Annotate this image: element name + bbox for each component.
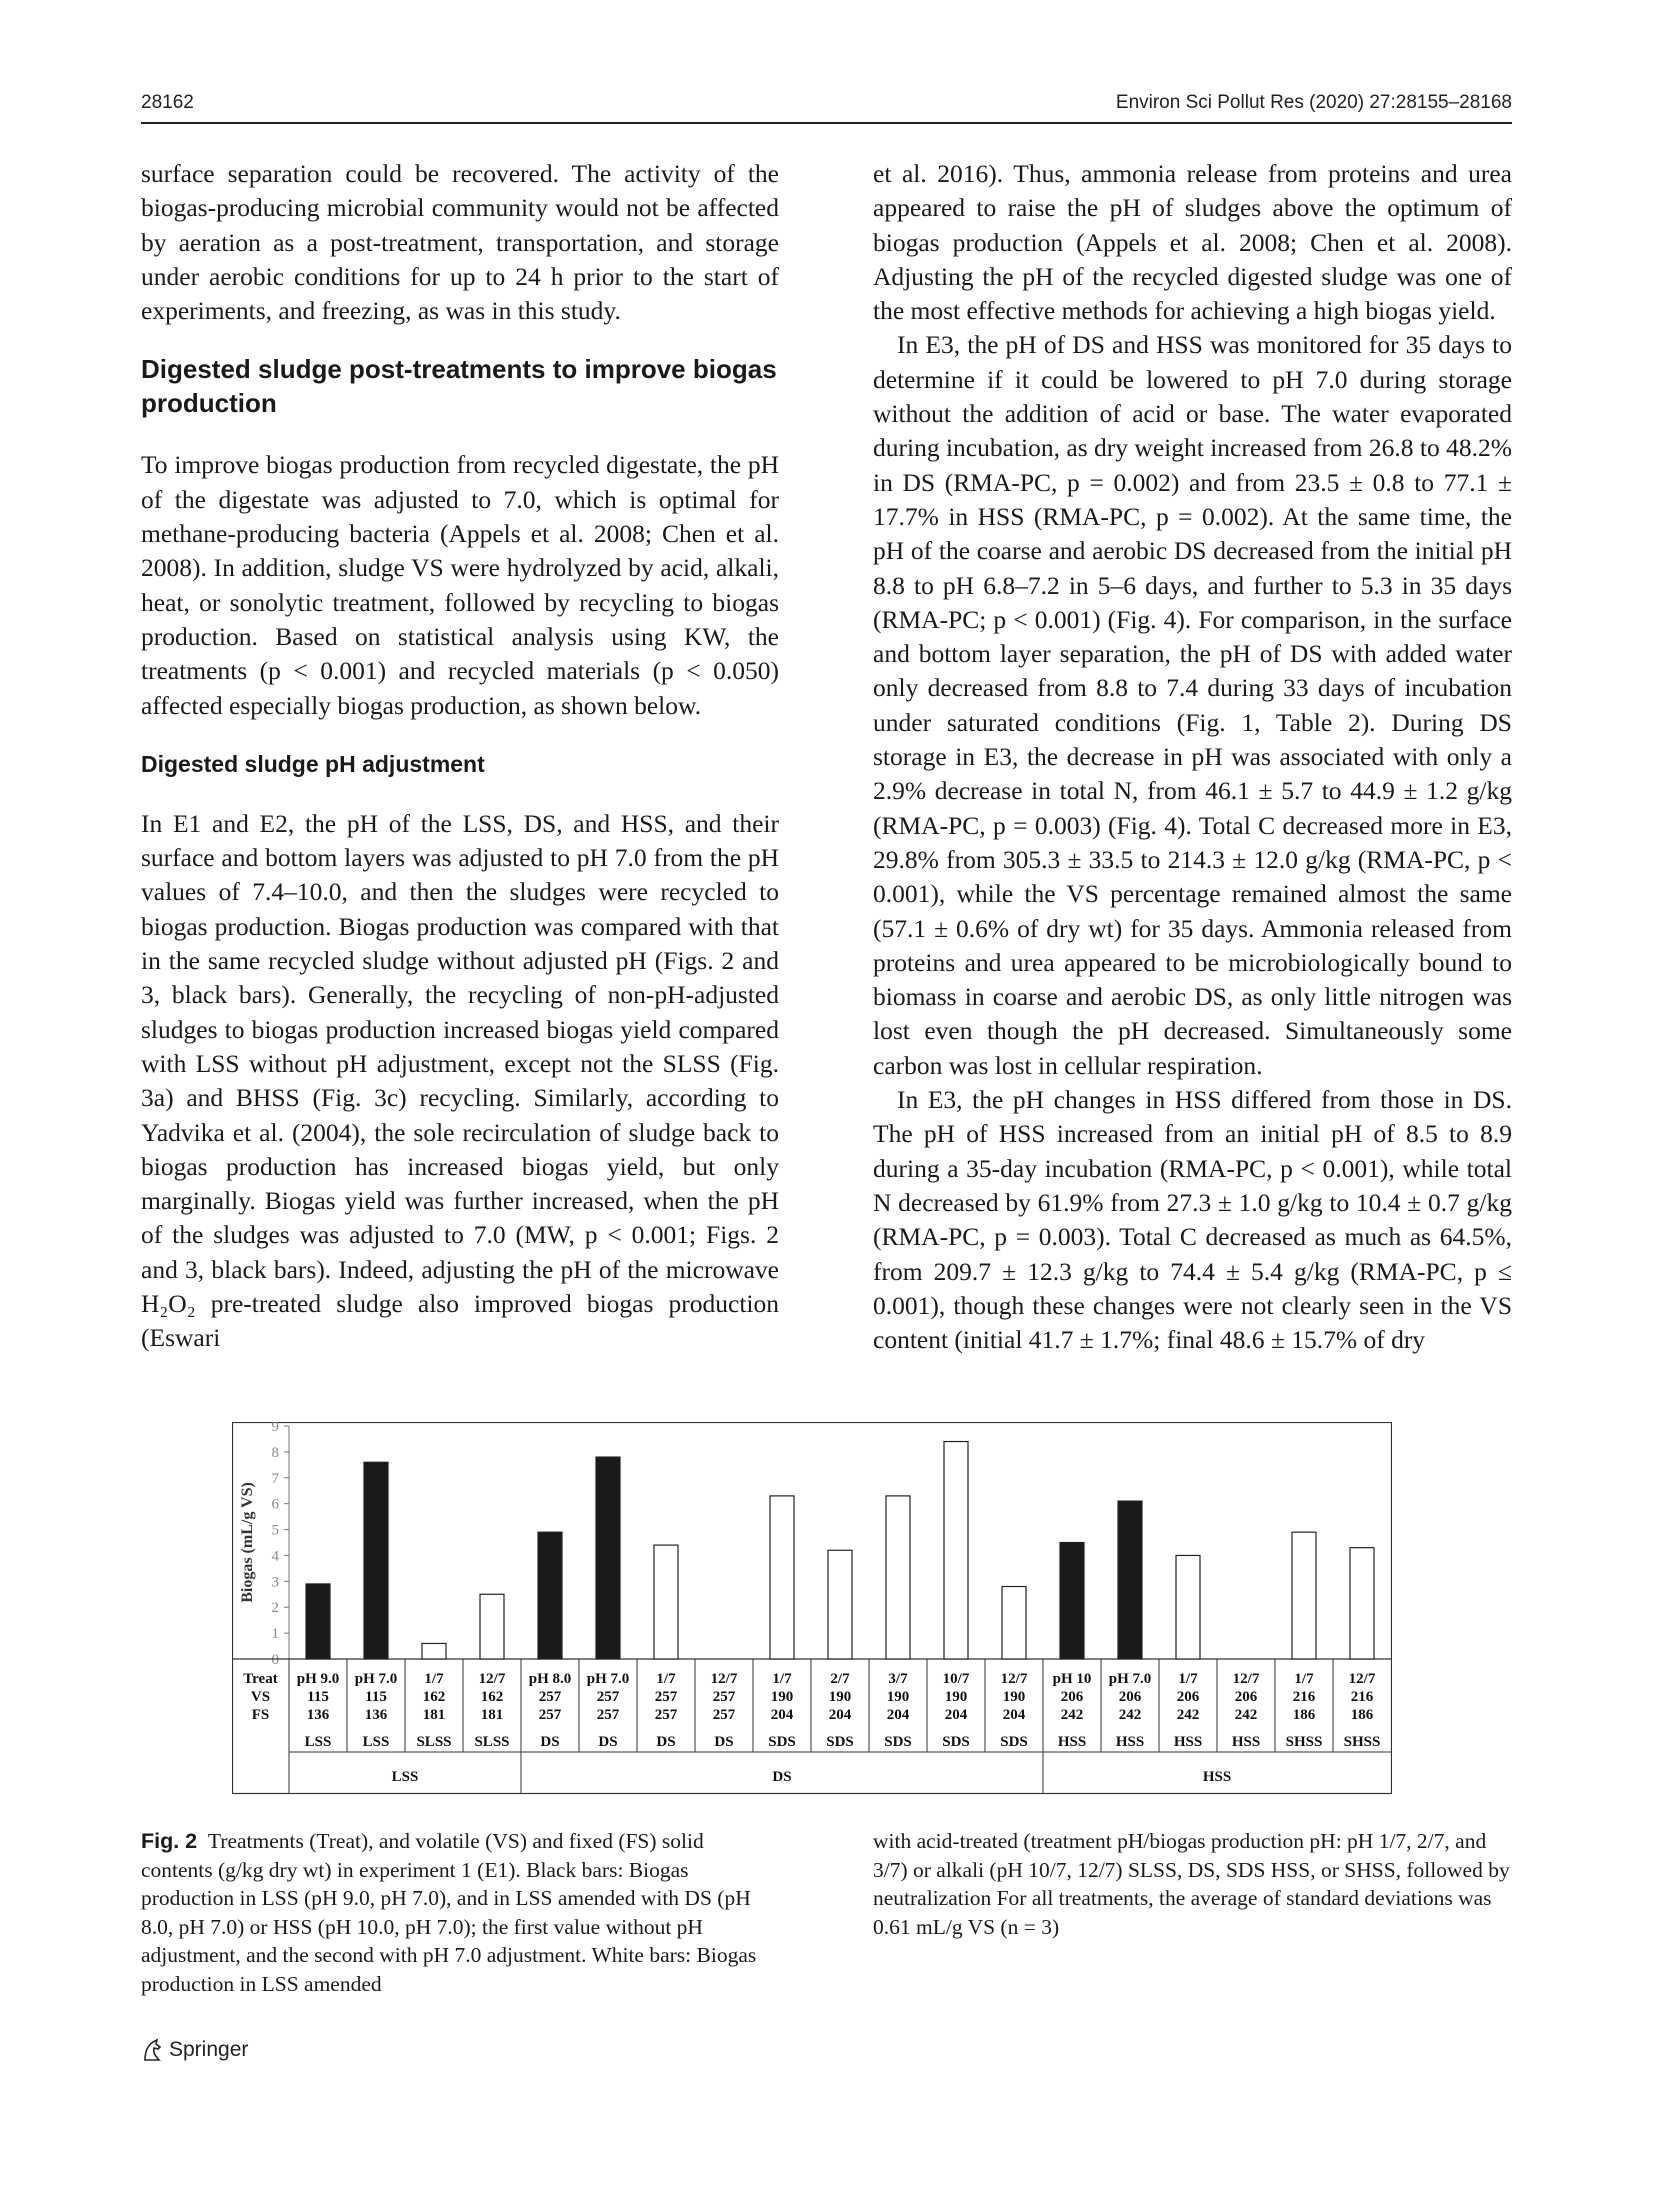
chart-frame <box>233 1423 1392 1794</box>
material-label: HSS <box>1115 1734 1145 1750</box>
vs-value: 257 <box>538 1689 562 1705</box>
material-label: DS <box>714 1734 734 1750</box>
vs-value: 257 <box>596 1689 620 1705</box>
bar <box>538 1532 562 1659</box>
material-label: LSS <box>362 1734 390 1750</box>
subsection-heading: Digested sludge pH adjustment <box>141 750 485 777</box>
fs-value: 242 <box>1060 1707 1084 1723</box>
figure-caption-right: with acid-treated (treatment pH/biogas production pH: pH 1/7, 2/7, and 3/7) or alkali (pH 10/7, 12/7) SLSS, DS, SDS HSS, or SHSS, followed by neutralization For all treatments, the average of standard deviations was 0.61 mL/g VS (n = 3) <box>873 1829 1510 1939</box>
springer-horse-icon <box>141 2038 163 2062</box>
material-label: SLSS <box>474 1734 510 1750</box>
vs-value: 216 <box>1292 1689 1316 1705</box>
vs-value: 190 <box>770 1689 794 1705</box>
material-label: HSS <box>1231 1734 1261 1750</box>
treatment-label: pH 7.0 <box>354 1671 398 1687</box>
journal-citation: Environ Sci Pollut Res (2020) 27:28155–28168 <box>1115 92 1512 113</box>
biogas-bar-chart <box>232 1422 1392 1797</box>
treatment-label: pH 10 <box>1052 1671 1092 1687</box>
bar <box>1002 1587 1026 1659</box>
bar <box>1060 1543 1084 1660</box>
bar <box>480 1594 504 1659</box>
material-label: SDS <box>768 1734 796 1750</box>
fs-value: 136 <box>364 1707 388 1723</box>
treatment-label: 12/7 <box>1348 1671 1376 1687</box>
treatment-label: pH 7.0 <box>586 1671 630 1687</box>
section-heading: Digested sludge post-treatments to improve biogas production <box>141 354 777 419</box>
bar <box>1176 1555 1200 1659</box>
y-tick-label: 1 <box>271 1626 279 1643</box>
bar <box>596 1457 620 1659</box>
paragraph: In E1 and E2, the pH of the LSS, DS, and HSS, and their surface and bottom layers was adjusted to pH 7.0 from the pH values of 7.4–10.0, and then the sludges were recycled to biogas production. Biogas production was compared with that in the same recycled sludge without adjusted pH (Figs. 2 and 3, black bars). Generally, the recycling of non-pH-adjusted sludges to biogas production increased biogas yield compared with LSS without pH adjustment, except not the SLSS (Fig. 3a) and BHSS (Fig. 3c) recycling. Similarly, according to Yadvika et al. (2004), the sole recirculation of sludge back to biogas production has increased biogas yield, but only marginally. Biogas yield was further increased, when the pH of the sludges was adjusted to 7.0 (MW, p < 0.001; Figs. 2 and 3, black bars). Indeed, adjusting the pH of the microwave H₂O₂ pre-treated sludge also improved biogas production (Eswari <box>141 808 779 1353</box>
fs-value: 204 <box>944 1707 968 1723</box>
bar <box>1118 1501 1142 1659</box>
vs-value: 206 <box>1234 1689 1258 1705</box>
fs-value: 257 <box>538 1707 562 1723</box>
row-label: FS <box>251 1707 270 1723</box>
fs-value: 186 <box>1350 1707 1374 1723</box>
vs-value: 206 <box>1060 1689 1084 1705</box>
fs-value: 136 <box>306 1707 330 1723</box>
fs-value: 242 <box>1176 1707 1200 1723</box>
y-tick-label: 4 <box>271 1548 279 1565</box>
y-tick-label: 5 <box>271 1522 279 1539</box>
vs-value: 190 <box>828 1689 852 1705</box>
material-label: SDS <box>1000 1734 1028 1750</box>
material-label: DS <box>598 1734 618 1750</box>
treatment-label: 1/7 <box>424 1671 444 1687</box>
vs-value: 190 <box>1002 1689 1026 1705</box>
bar <box>886 1496 910 1659</box>
material-label: HSS <box>1057 1734 1087 1750</box>
treatment-label: 3/7 <box>888 1671 908 1687</box>
vs-value: 162 <box>422 1689 446 1705</box>
caption-text: Treatments (Treat), and volatile (VS) and fixed (FS) solid contents (g/kg dry wt) in experiment 1 (E1). Black bars: Biogas production in LSS (pH 9.0, pH 7.0), and in LSS amended with DS (pH 8.0, pH 7.0) or HSS (pH 10.0, pH 7.0); the first value without pH adjustment, and the second with pH 7.0 adjustment. White bars: Biogas production in LSS amended <box>141 1829 757 1996</box>
bar <box>1292 1532 1316 1659</box>
material-label: SDS <box>884 1734 912 1750</box>
y-tick-label: 6 <box>271 1496 279 1513</box>
material-label: LSS <box>304 1734 332 1750</box>
paragraph: surface separation could be recovered. The activity of the biogas-producing microbial community would not be affected by aeration as a post-treatment, transportation, and storage under aerobic conditions for up to 24 h prior to the start of experiments, and freezing, as was in this study. <box>141 159 779 326</box>
treatment-label: 12/7 <box>1232 1671 1260 1687</box>
y-tick-label: 2 <box>271 1600 279 1617</box>
publisher-name: Springer <box>169 2038 249 2061</box>
figure-2 <box>232 1422 1392 1802</box>
fs-value: 181 <box>480 1707 504 1723</box>
fs-value: 242 <box>1118 1707 1142 1723</box>
fs-value: 181 <box>422 1707 446 1723</box>
bar <box>944 1442 968 1659</box>
bar <box>422 1643 446 1659</box>
treatment-label: pH 9.0 <box>296 1671 340 1687</box>
fs-value: 204 <box>828 1707 852 1723</box>
fs-value: 257 <box>712 1707 736 1723</box>
treatment-label: 1/7 <box>1178 1671 1198 1687</box>
vs-value: 206 <box>1118 1689 1142 1705</box>
fs-value: 257 <box>596 1707 620 1723</box>
treatment-label: pH 8.0 <box>528 1671 572 1687</box>
paragraph: In E3, the pH of DS and HSS was monitored for 35 days to determine if it could be lowered to pH 7.0 during storage without the addition of acid or base. The water evaporated during incubation, as dry weight increased from 26.8 to 48.2% in DS (RMA-PC, p = 0.002) and from 23.5 ± 0.8 to 77.1 ± 17.7% in HSS (RMA-PC, p = 0.002). At the same time, the pH of the coarse and aerobic DS decreased from the initial pH 8.8 to pH 6.8–7.2 in 5–6 days, and further to 5.3 in 35 days (RMA-PC; p < 0.001) (Fig. 4). For comparison, in the surface and bottom layer separation, the pH of DS with added water only decreased from 8.8 to 7.4 during 33 days of incubation under saturated conditions (Fig. 1, Table 2). During DS storage in E3, the decrease in pH was associated with only a 2.9% decrease in total N, from 46.1 ± 5.7 to 44.9 ± 1.2 g/kg (RMA-PC, p = 0.003) (Fig. 4). Total C decreased more in E3, 29.8% from 305.3 ± 33.5 to 214.3 ± 12.0 g/kg (RMA-PC, p < 0.001), while the VS percentage remained almost the same (57.1 ± 0.6% of dry wt) for 35 days. Ammonia released from proteins and urea appeared to be microbiologically bound to biomass in coarse and aerobic DS, as only little nitrogen was lost even though the pH decreased. Simultaneously some carbon was lost in cellular respiration. <box>873 330 1512 1080</box>
fs-value: 204 <box>886 1707 910 1723</box>
bar <box>364 1462 388 1659</box>
vs-value: 162 <box>480 1689 504 1705</box>
bar <box>306 1584 330 1659</box>
bar <box>1350 1548 1374 1659</box>
left-column <box>141 157 779 1356</box>
material-label: SDS <box>942 1734 970 1750</box>
treatment-label: 2/7 <box>830 1671 850 1687</box>
group-label: HSS <box>1202 1769 1232 1785</box>
treatment-label: pH 7.0 <box>1108 1671 1152 1687</box>
material-label: HSS <box>1173 1734 1203 1750</box>
bar <box>654 1545 678 1659</box>
y-tick-label: 9 <box>271 1422 279 1435</box>
paragraph: et al. 2016). Thus, ammonia release from proteins and urea appeared to raise the pH of sludges above the optimum of biogas production (Appels et al. 2008; Chen et al. 2008). Adjusting the pH of the recycled digested sludge was one of the most effective methods for achieving a high biogas yield. <box>873 159 1512 326</box>
treatment-label: 12/7 <box>478 1671 506 1687</box>
right-column <box>873 157 1512 1357</box>
vs-value: 190 <box>944 1689 968 1705</box>
figure-caption-left <box>141 1827 779 1998</box>
y-tick-label: 3 <box>271 1574 279 1591</box>
bar <box>828 1550 852 1659</box>
row-label: VS <box>250 1689 271 1705</box>
row-label: Treat <box>243 1671 278 1687</box>
vs-value: 115 <box>365 1689 387 1705</box>
y-axis-title: Biogas (mL/g VS) <box>239 1482 256 1603</box>
treatment-label: 12/7 <box>1000 1671 1028 1687</box>
material-label: SHSS <box>1285 1734 1323 1750</box>
vs-value: 257 <box>712 1689 736 1705</box>
page-number: 28162 <box>141 92 194 113</box>
material-label: DS <box>656 1734 676 1750</box>
treatment-label: 1/7 <box>656 1671 676 1687</box>
fs-value: 204 <box>770 1707 794 1723</box>
group-label: LSS <box>391 1769 419 1785</box>
fs-value: 257 <box>654 1707 678 1723</box>
fs-value: 242 <box>1234 1707 1258 1723</box>
material-label: DS <box>540 1734 560 1750</box>
bar <box>770 1496 794 1659</box>
vs-value: 115 <box>307 1689 329 1705</box>
group-label: DS <box>772 1769 792 1785</box>
vs-value: 216 <box>1350 1689 1374 1705</box>
y-tick-label: 7 <box>271 1470 279 1487</box>
material-label: SHSS <box>1343 1734 1381 1750</box>
y-tick-label: 0 <box>271 1652 279 1668</box>
vs-value: 190 <box>886 1689 910 1705</box>
y-tick-label: 8 <box>271 1444 279 1461</box>
material-label: SDS <box>826 1734 854 1750</box>
treatment-label: 12/7 <box>710 1671 738 1687</box>
publisher-footer <box>141 2038 248 2062</box>
figure-label: Fig. 2 <box>141 1829 198 1853</box>
material-label: SLSS <box>416 1734 452 1750</box>
header-rule <box>141 122 1512 124</box>
paragraph: To improve biogas production from recycled digestate, the pH of the digestate was adjusted to 7.0, which is optimal for methane-producing bacteria (Appels et al. 2008; Chen et al. 2008). In addition, sludge VS were hydrolyzed by acid, alkali, heat, or sonolytic treatment, followed by recycling to biogas production. Based on statistical analysis using KW, the treatments (p < 0.001) and recycled materials (p < 0.050) affected especially biogas production, as shown below. <box>141 450 779 720</box>
treatment-label: 1/7 <box>1294 1671 1314 1687</box>
fs-value: 186 <box>1292 1707 1316 1723</box>
vs-value: 206 <box>1176 1689 1200 1705</box>
treatment-label: 10/7 <box>942 1671 970 1687</box>
treatment-label: 1/7 <box>772 1671 792 1687</box>
vs-value: 257 <box>654 1689 678 1705</box>
paragraph: In E3, the pH changes in HSS differed from those in DS. The pH of HSS increased from an initial pH of 8.5 to 8.9 during a 35-day incubation (RMA-PC, p < 0.001), while total N decreased by 61.9% from 27.3 ± 1.0 g/kg to 10.4 ± 0.7 g/kg (RMA-PC, p = 0.003). Total C decreased as much as 64.5%, from 209.7 ± 12.3 g/kg to 74.4 ± 5.4 g/kg (RMA-PC, p ≤ 0.001), though these changes were not clearly seen in the VS content (initial 41.7 ± 1.7%; final 48.6 ± 15.7% of dry <box>873 1085 1512 1355</box>
fs-value: 204 <box>1002 1707 1026 1723</box>
